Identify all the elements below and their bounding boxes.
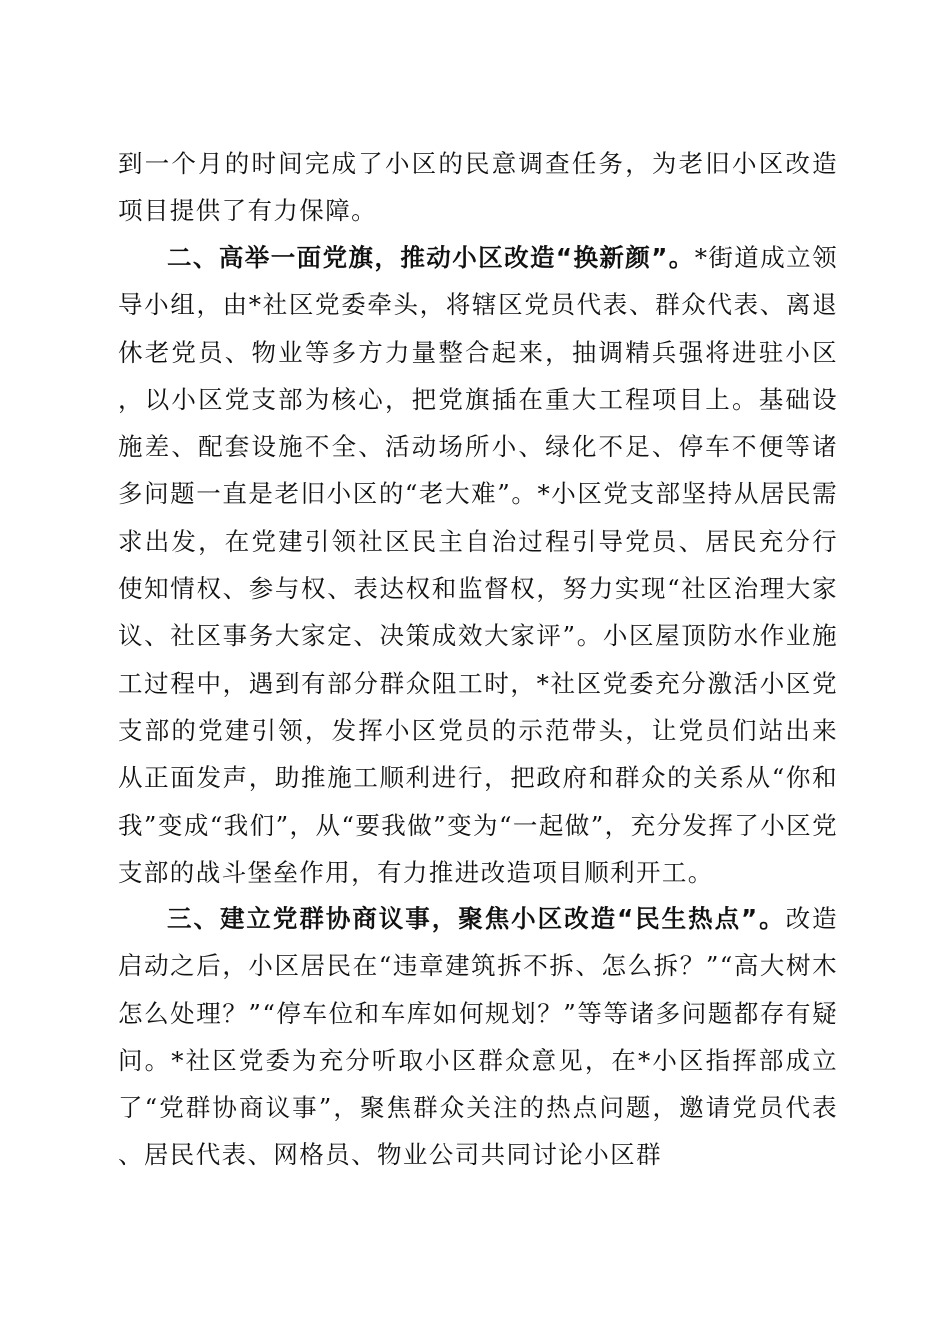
paragraph-continuation <box>118 140 838 235</box>
section-three-body: 改造启动之后，小区居民在“违章建筑拆不拆、怎么拆？”“高大树木怎么处理？”“停车位和车库如何规划？”等等诸多问题都存有疑问。*社区党委为充分听取小区群众意见，在*小区指挥部成立了“党群协商议事”，聚焦群众关注的热点问题，邀请党员代表、居民代表、网格员、物业公司共同讨论小区群 <box>118 904 838 1170</box>
paragraph-1-body: 到一个月的时间完成了小区的民意调查任务，为老旧小区改造项目提供了有力保障。 <box>118 149 838 226</box>
paragraph-3 <box>118 895 838 1179</box>
section-two-body: *街道成立领导小组，由*社区党委牵头，将辖区党员代表、群众代表、离退休老党员、物业等多方力量整合起来，抽调精兵强将进驻小区，以小区党支部为核心，把党旗插在重大工程项目上。基础设施差、配套设施不全、活动场所小、绿化不足、停车不便等诸多问题一直是老旧小区的“老大难”。*小区党支部坚持从居民需求出发，在党建引领社区民主自治过程引导党员、居民充分行使知情权、参与权、表达权和监督权，努力实现“社区治理大家议、社区事务大家定、决策成效大家评”。小区屋顶防水作业施工过程中，遇到有部分群众阻工时，*社区党委充分激活小区党支部的党建引领，发挥小区党员的示范带头，让党员们站出来从正面发声，助推施工顺利进行，把政府和群众的关系从“你和我”变成“我们”，从“要我做”变为“一起做”，充分发挥了小区党支部的战斗堡垒作用，有力推进改造项目顺利开工。 <box>118 243 838 887</box>
section-two <box>118 234 838 896</box>
section-three <box>118 895 838 1179</box>
section-three-heading: 三、建立党群协商议事，聚焦小区改造“民生热点”。 <box>167 904 786 933</box>
section-two-heading: 二、高举一面党旗，推动小区改造“换新颜”。 <box>167 243 695 272</box>
paragraph-2 <box>118 234 838 896</box>
